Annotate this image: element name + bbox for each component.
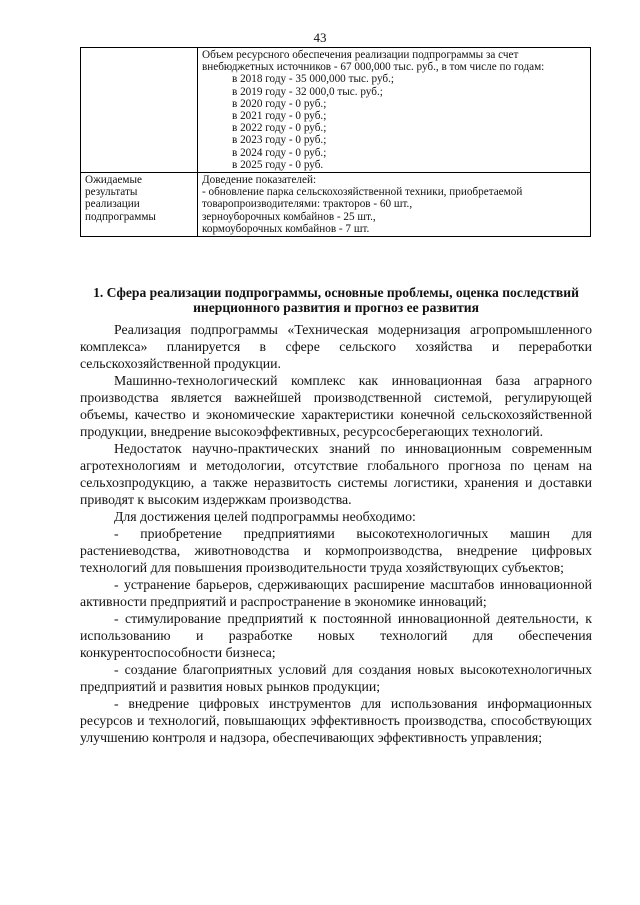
funding-years-list xyxy=(202,73,586,171)
section-heading: 1. Сфера реализации подпрограммы, основные проблемы, оценка последствий инерционного развития и прогноз ее развития xyxy=(93,285,579,315)
section-1 xyxy=(80,286,592,746)
paragraph: Недостаток научно-практических знаний по инновационным современным агротехнологиям и методологии, отсутствие глобального прогноза по ценам на сельхозпродукцию, а также неразвитость системы логистики, хранения и доставки приводят к высоким издержкам производства. xyxy=(80,441,592,507)
list-item: в 2024 году - 0 руб.; xyxy=(232,146,327,159)
list-item: в 2020 году - 0 руб.; xyxy=(232,97,327,110)
list-item: в 2025 году - 0 руб. xyxy=(232,158,324,171)
list-item: в 2019 году - 32 000,0 тыс. руб.; xyxy=(232,85,383,98)
result-line: кормоуборочных комбайнов - 7 шт. xyxy=(202,222,370,235)
result-line: зерноуборочных комбайнов - 25 шт., xyxy=(202,210,376,223)
label-line: Ожидаемые xyxy=(85,174,142,187)
list-item: - устранение барьеров, сдерживающих расширение масштабов инновационной активности предприятий и распространение в экономике инноваций; xyxy=(80,577,592,609)
page-number: 43 xyxy=(313,30,327,45)
list-item: в 2021 году - 0 руб.; xyxy=(232,110,327,123)
table-cell-funding xyxy=(198,48,591,173)
paragraph: Машинно-технологический комплекс как инновационная база аграрного производства является важнейшей производственной системой, регулирующей объемы, качество и экономические характеристики конечной сельскохозяйственной продукции, внедрение высокоэффективных, ресурсосберегающих технологий. xyxy=(80,373,592,439)
list-item: в 2022 году - 0 руб.; xyxy=(232,122,327,135)
list-item: - внедрение цифровых инструментов для использования информационных ресурсов и технологий, повышающих эффективность производства, способствующих улучшению контроля и надзора, обеспечивающих эффективность управления; xyxy=(80,696,592,745)
table-cell-results xyxy=(198,173,591,237)
table-row xyxy=(81,173,591,237)
list-item: - стимулирование предприятий к постоянной инновационной деятельности, к использованию и разработке новых технологий для обеспечения конкурентоспособности бизнеса; xyxy=(80,611,592,660)
list-item: - приобретение предприятиями высокотехнологичных машин для растениеводства, животноводства и кормопроизводства, внедрение цифровых технологий для повышения производительности труда хозяйствующих субъектов; xyxy=(80,526,592,575)
label-line: реализации xyxy=(85,198,140,211)
result-line: - обновление парка сельскохозяйственной техники, приобретаемой товаропроизводителями: тракторов - 60 шт., xyxy=(202,186,523,211)
funding-intro: Объем ресурсного обеспечения реализации подпрограммы за счет внебюджетных источников - 67 000,000 тыс. руб., в том числе по годам: xyxy=(202,49,545,74)
label-line: результаты xyxy=(85,186,138,199)
table-cell-label xyxy=(81,48,198,173)
result-line: Доведение показателей: xyxy=(202,174,317,187)
list-item: в 2023 году - 0 руб.; xyxy=(232,134,327,147)
table-row xyxy=(81,48,591,173)
label-line: подпрограммы xyxy=(85,210,156,223)
paragraph: Для достижения целей подпрограммы необходимо: xyxy=(114,509,416,524)
subprogram-passport-table xyxy=(80,47,591,237)
list-item: - создание благоприятных условий для создания новых высокотехнологичных предприятий и развития новых рынков продукции; xyxy=(80,662,592,694)
table-cell-label xyxy=(81,173,198,237)
paragraph: Реализация подпрограммы «Техническая модернизация агропромышленного комплекса» планируется в сфере сельского хозяйства и переработки сельскохозяйственной продукции. xyxy=(80,322,592,371)
list-item: в 2018 году - 35 000,000 тыс. руб.; xyxy=(232,73,395,86)
